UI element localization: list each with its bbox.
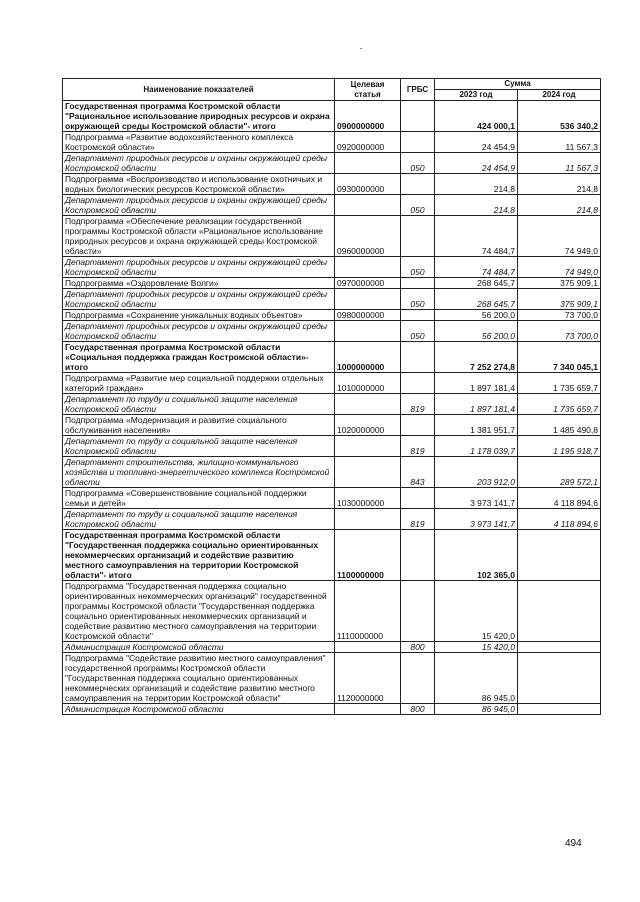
row-sum-2024: 375 909,1 [518, 278, 601, 289]
row-name: Государственная программа Костромской области "Государственная поддержка социально ориентированных некоммерческих организаций и содействие развитию местного самоуправления на территории Костромской области"- итого [63, 530, 335, 581]
row-sum-2023: 424 000,1 [435, 101, 518, 132]
row-name: Департамент по труду и социальной защите населения Костромской области [63, 509, 335, 530]
row-name: Подпрограмма «Модернизация и развитие социального обслуживания населения» [63, 415, 335, 436]
row-sum-2023: 1 381 951,7 [435, 415, 518, 436]
header-name: Наименование показателей [63, 79, 335, 101]
table-row [63, 457, 601, 488]
row-article: 0920000000 [335, 132, 401, 153]
row-sum-2023: 74 484,7 [435, 216, 518, 257]
row-article [335, 642, 401, 653]
row-sum-2023: 7 252 274,8 [435, 342, 518, 373]
row-sum-2024 [518, 704, 601, 715]
header-year-2024: 2024 год [518, 90, 601, 101]
row-sum-2023: 268 645,7 [435, 278, 518, 289]
row-name: Подпрограмма "Содействие развитию местного самоуправления" государственной программы Костромской области "Государственная поддержка социально ориентированных некоммерческих организаций и содействие развитию местного самоуправления на территории Костромской области" [63, 653, 335, 704]
row-article [335, 257, 401, 278]
row-article [335, 436, 401, 457]
row-sum-2023: 3 973 141,7 [435, 488, 518, 509]
header-sum: Сумма [435, 79, 601, 90]
row-sum-2023: 203 912,0 [435, 457, 518, 488]
row-name: Департамент природных ресурсов и охраны окружающей среды Костромской области [63, 195, 335, 216]
row-grbs: 800 [401, 704, 435, 715]
row-grbs [401, 174, 435, 195]
row-article [335, 289, 401, 310]
row-name: Департамент природных ресурсов и охраны окружающей среды Костромской области [63, 321, 335, 342]
row-sum-2023: 56 200,0 [435, 321, 518, 342]
table-row [63, 373, 601, 394]
row-sum-2023: 1 897 181,4 [435, 394, 518, 415]
row-sum-2024 [518, 530, 601, 581]
row-grbs [401, 342, 435, 373]
table-row [63, 195, 601, 216]
table-body [63, 101, 601, 715]
table-row [63, 530, 601, 581]
row-grbs: 050 [401, 257, 435, 278]
row-name: Подпрограмма «Оздоровление Волги» [63, 278, 335, 289]
row-grbs [401, 488, 435, 509]
row-sum-2024 [518, 653, 601, 704]
row-sum-2024: 536 340,2 [518, 101, 601, 132]
row-sum-2024: 73 700,0 [518, 321, 601, 342]
budget-table [62, 78, 601, 715]
row-article: 0930000000 [335, 174, 401, 195]
row-sum-2024 [518, 642, 601, 653]
row-name: Подпрограмма «Развитие мер социальной поддержки отдельных категорий граждан» [63, 373, 335, 394]
row-sum-2023: 86 945,0 [435, 704, 518, 715]
scan-mark [360, 48, 362, 49]
row-sum-2023: 56 200,0 [435, 310, 518, 321]
row-sum-2024: 214,8 [518, 195, 601, 216]
row-grbs [401, 278, 435, 289]
row-grbs [401, 216, 435, 257]
row-sum-2023: 102 365,0 [435, 530, 518, 581]
row-article [335, 321, 401, 342]
table-row [63, 394, 601, 415]
row-grbs: 819 [401, 436, 435, 457]
row-sum-2023: 15 420,0 [435, 642, 518, 653]
row-sum-2023: 1 897 181,4 [435, 373, 518, 394]
row-sum-2024: 214,8 [518, 174, 601, 195]
table-row [63, 415, 601, 436]
row-name: Департамент по труду и социальной защите населения Костромской области [63, 436, 335, 457]
row-grbs [401, 373, 435, 394]
row-grbs [401, 530, 435, 581]
row-grbs: 819 [401, 394, 435, 415]
table-row [63, 653, 601, 704]
header-year-2023: 2023 год [435, 90, 518, 101]
row-grbs [401, 415, 435, 436]
row-sum-2023: 74 484,7 [435, 257, 518, 278]
row-sum-2024: 11 567,3 [518, 153, 601, 174]
table-row [63, 289, 601, 310]
row-grbs [401, 101, 435, 132]
row-name: Подпрограмма "Государственная поддержка социально ориентированных некоммерческих организаций" государственной программы Костромской области "Государственная поддержка социально ориентированных некоммерческих организаций и содействие развитию местного самоуправления на территории Костромской области" [63, 581, 335, 642]
row-article [335, 704, 401, 715]
row-article: 0980000000 [335, 310, 401, 321]
row-grbs: 800 [401, 642, 435, 653]
row-sum-2023: 15 420,0 [435, 581, 518, 642]
row-name: Департамент строительства, жилищно-коммунального хозяйства и топливно-энергетического комплекса Костромской области [63, 457, 335, 488]
row-sum-2024: 4 118 894,6 [518, 509, 601, 530]
table-row [63, 509, 601, 530]
row-sum-2024: 11 567,3 [518, 132, 601, 153]
row-name: Подпрограмма «Обеспечение реализации государственной программы Костромской области «Рациональное использование природных ресурсов и охрана окружающей среды Костромской области» [63, 216, 335, 257]
row-name: Подпрограмма «Воспроизводство и использование охотничьих и водных биологических ресурсов Костромской области» [63, 174, 335, 195]
page-number: 494 [565, 838, 582, 849]
table-row [63, 153, 601, 174]
row-sum-2024: 74 949,0 [518, 216, 601, 257]
row-sum-2024: 1 195 918,7 [518, 436, 601, 457]
table-row [63, 581, 601, 642]
table-row [63, 101, 601, 132]
table-row [63, 174, 601, 195]
row-name: Департамент природных ресурсов и охраны окружающей среды Костромской области [63, 153, 335, 174]
row-article [335, 457, 401, 488]
row-name: Департамент природных ресурсов и охраны окружающей среды Костромской области [63, 289, 335, 310]
table-row [63, 342, 601, 373]
row-sum-2024: 4 118 894,6 [518, 488, 601, 509]
table-row [63, 321, 601, 342]
row-sum-2024: 1 485 490,8 [518, 415, 601, 436]
row-article: 0970000000 [335, 278, 401, 289]
row-sum-2023: 86 945,0 [435, 653, 518, 704]
row-sum-2023: 24 454,9 [435, 153, 518, 174]
row-sum-2024: 289 572,1 [518, 457, 601, 488]
row-article: 1100000000 [335, 530, 401, 581]
row-sum-2024: 375 909,1 [518, 289, 601, 310]
row-sum-2023: 24 454,9 [435, 132, 518, 153]
table-row [63, 257, 601, 278]
row-name: Государственная программа Костромской области «Социальная поддержка граждан Костромской области»- итого [63, 342, 335, 373]
row-article [335, 509, 401, 530]
row-grbs: 819 [401, 509, 435, 530]
row-name: Подпрограмма «Совершенствование социальной поддержки семьи и детей» [63, 488, 335, 509]
row-name: Подпрограмма «Развитие водохозяйственного комплекса Костромской области» [63, 132, 335, 153]
table-row [63, 310, 601, 321]
row-sum-2023: 3 973 141,7 [435, 509, 518, 530]
row-sum-2024: 73 700,0 [518, 310, 601, 321]
table-row [63, 278, 601, 289]
row-article [335, 394, 401, 415]
row-grbs: 843 [401, 457, 435, 488]
row-grbs: 050 [401, 153, 435, 174]
row-grbs [401, 653, 435, 704]
row-sum-2024: 1 735 659,7 [518, 373, 601, 394]
row-name: Департамент природных ресурсов и охраны окружающей среды Костромской области [63, 257, 335, 278]
row-sum-2023: 214,8 [435, 195, 518, 216]
row-sum-2023: 214,8 [435, 174, 518, 195]
row-article [335, 195, 401, 216]
row-name: Государственная программа Костромской области "Рациональное использование природных ресурсов и охрана окружающей среды Костромской области"- итого [63, 101, 335, 132]
row-grbs [401, 310, 435, 321]
header-grbs: ГРБС [401, 79, 435, 101]
row-grbs: 050 [401, 321, 435, 342]
row-article: 1020000000 [335, 415, 401, 436]
table-row [63, 132, 601, 153]
row-grbs: 050 [401, 289, 435, 310]
row-sum-2024: 7 340 045,1 [518, 342, 601, 373]
row-name: Подпрограмма «Сохранение уникальных водных объектов» [63, 310, 335, 321]
table-row [63, 488, 601, 509]
row-name: Администрация Костромской области [63, 642, 335, 653]
row-article: 0960000000 [335, 216, 401, 257]
table-row [63, 216, 601, 257]
row-article: 1000000000 [335, 342, 401, 373]
row-sum-2024: 74 949,0 [518, 257, 601, 278]
row-sum-2023: 1 178 039,7 [435, 436, 518, 457]
row-article: 0900000000 [335, 101, 401, 132]
row-grbs [401, 581, 435, 642]
row-article: 1110000000 [335, 581, 401, 642]
row-grbs [401, 132, 435, 153]
row-article: 1010000000 [335, 373, 401, 394]
row-sum-2023: 268 645,7 [435, 289, 518, 310]
row-article: 1030000000 [335, 488, 401, 509]
row-name: Администрация Костромской области [63, 704, 335, 715]
row-article: 1120000000 [335, 653, 401, 704]
table-row [63, 436, 601, 457]
row-name: Департамент по труду и социальной защите населения Костромской области [63, 394, 335, 415]
table-row [63, 642, 601, 653]
row-article [335, 153, 401, 174]
row-sum-2024: 1 735 659,7 [518, 394, 601, 415]
table-row [63, 704, 601, 715]
row-sum-2024 [518, 581, 601, 642]
header-article: Целевая статья [335, 79, 401, 101]
row-grbs: 050 [401, 195, 435, 216]
